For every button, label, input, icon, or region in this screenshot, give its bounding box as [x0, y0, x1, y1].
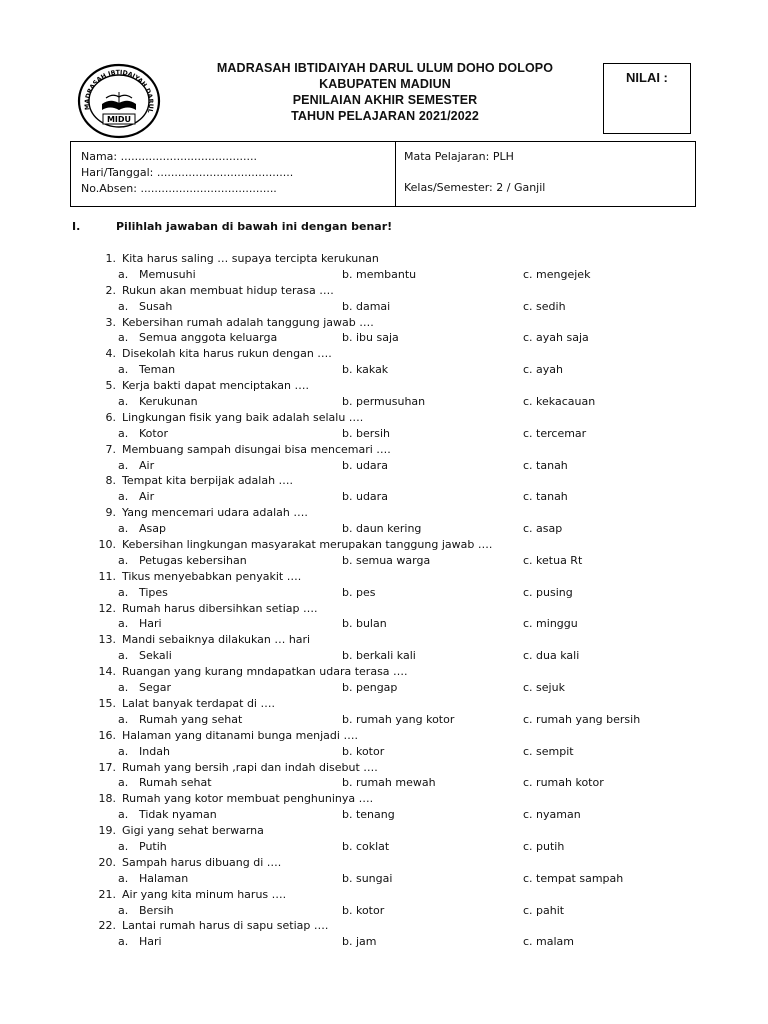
question-text: Sampah harus dibuang di ….	[122, 855, 282, 869]
question-number: 20.	[98, 855, 116, 869]
question-item	[86, 728, 706, 744]
question-text: Kita harus saling … supaya tercipta kerukunan	[122, 252, 379, 265]
question-text: Rumah yang bersih ,rapi dan indah disebut ….	[122, 760, 378, 774]
school-name: MADRASAH IBTIDAIYAH DARUL ULUM DOHO DOLOPO	[216, 61, 554, 75]
question-text: Lingkungan fisik yang baik adalah selalu ….	[122, 410, 364, 424]
option-c[interactable]: c. ayah saja	[523, 331, 589, 345]
answer-options	[86, 903, 706, 919]
option-b[interactable]: b. pes	[342, 585, 376, 599]
option-c[interactable]: c. tercemar	[523, 426, 587, 440]
option-a[interactable]: Hari	[139, 617, 162, 631]
question-text: Mandi sebaiknya dilakukan … hari	[122, 633, 311, 647]
question-number: 17.	[98, 760, 116, 774]
option-a[interactable]: Indah	[139, 744, 170, 758]
question-item	[86, 505, 706, 521]
question-number: 12.	[98, 601, 116, 615]
option-a[interactable]: Tidak nyaman	[139, 808, 217, 822]
answer-options	[86, 871, 706, 887]
question-text: Air yang kita minum harus ….	[122, 887, 287, 901]
option-a-letter: a.	[118, 839, 129, 853]
question-item	[86, 823, 706, 839]
answer-options	[86, 934, 706, 950]
question-text: Rumah harus dibersihkan setiap ….	[122, 601, 318, 615]
option-b[interactable]: b. berkali kali	[342, 649, 416, 663]
date-field[interactable]: Hari/Tanggal: .......................................	[81, 166, 294, 179]
question-text: Ruangan yang kurang mndapatkan udara terasa ….	[122, 665, 408, 679]
answer-options	[86, 712, 706, 728]
question-list	[86, 251, 706, 950]
option-b[interactable]: b. damai	[342, 299, 391, 313]
option-c[interactable]: c. rumah yang bersih	[523, 712, 641, 726]
option-b[interactable]: b. bersih	[342, 426, 391, 440]
question-text: Membuang sampah disungai bisa mencemari ….	[122, 442, 391, 456]
option-a-letter: a.	[118, 267, 129, 281]
question-item	[86, 760, 706, 776]
answer-options	[86, 680, 706, 696]
question-item	[86, 887, 706, 903]
question-number: 15.	[98, 696, 116, 710]
question-text: Kebersihan rumah adalah tanggung jawab ….	[122, 315, 374, 329]
question-number: 14.	[98, 665, 116, 679]
question-item	[86, 346, 706, 362]
option-a[interactable]: Hari	[139, 935, 162, 949]
option-a[interactable]: Teman	[139, 363, 176, 377]
option-c[interactable]: c. ketua Rt	[523, 553, 583, 567]
subject-info	[396, 142, 695, 206]
option-c[interactable]: c. putih	[523, 839, 565, 853]
option-c[interactable]: c. mengejek	[523, 267, 591, 281]
class-semester-label: Kelas/Semester: 2 / Ganjil	[404, 181, 546, 194]
answer-options	[86, 458, 706, 474]
option-c[interactable]: c. pahit	[523, 903, 565, 917]
answer-options	[86, 394, 706, 410]
option-b[interactable]: b. coklat	[342, 839, 390, 853]
question-item	[86, 378, 706, 394]
question-item	[86, 918, 706, 934]
answer-options	[86, 521, 706, 537]
option-a[interactable]: Asap	[139, 522, 166, 536]
question-number: 3.	[105, 315, 116, 329]
option-a[interactable]: Memusuhi	[139, 267, 196, 281]
name-field[interactable]: Nama: .......................................	[81, 150, 257, 163]
exam-title: PENILAIAN AKHIR SEMESTER	[292, 93, 478, 107]
question-number: 2.	[105, 283, 116, 297]
absence-number-field[interactable]: No.Absen: .......................................	[81, 182, 277, 195]
option-a-letter: a.	[118, 426, 129, 440]
option-a-letter: a.	[118, 903, 129, 917]
option-b[interactable]: b. udara	[342, 490, 388, 504]
academic-year: TAHUN PELAJARAN 2021/2022	[291, 109, 479, 123]
question-text: Tikus menyebabkan penyakit ….	[122, 569, 302, 583]
question-item	[86, 791, 706, 807]
option-a-letter: a.	[118, 808, 129, 822]
answer-options	[86, 299, 706, 315]
question-text: Gigi yang sehat berwarna	[122, 824, 264, 838]
option-b[interactable]: b. udara	[342, 458, 388, 472]
question-item	[86, 473, 706, 489]
option-c[interactable]: c. malam	[523, 935, 575, 949]
option-b[interactable]: b. daun kering	[342, 522, 422, 536]
option-c[interactable]: c. tempat sampah	[523, 871, 624, 885]
option-b[interactable]: b. jam	[342, 935, 377, 949]
option-a-letter: a.	[118, 331, 129, 345]
question-number: 7.	[105, 442, 116, 456]
option-a[interactable]: Segar	[139, 681, 171, 695]
question-item	[86, 315, 706, 331]
answer-options	[86, 426, 706, 442]
option-a-letter: a.	[118, 712, 129, 726]
option-a[interactable]: Rumah yang sehat	[139, 712, 243, 726]
subject-label: Mata Pelajaran: PLH	[404, 150, 514, 163]
student-info-box	[70, 141, 696, 207]
answer-options	[86, 807, 706, 823]
question-text: Lalat banyak terdapat di ….	[122, 696, 275, 710]
answer-options	[86, 775, 706, 791]
answer-options	[86, 648, 706, 664]
option-c[interactable]: c. nyaman	[523, 808, 581, 822]
question-item	[86, 696, 706, 712]
question-text: Yang mencemari udara adalah ….	[122, 506, 308, 520]
option-a-letter: a.	[118, 363, 129, 377]
option-a-letter: a.	[118, 522, 129, 536]
section-heading	[72, 220, 392, 233]
question-number: 4.	[105, 347, 116, 361]
question-text: Lantai rumah harus di sapu setiap ….	[122, 919, 329, 933]
option-b[interactable]: b. bulan	[342, 617, 387, 631]
question-item	[86, 251, 706, 267]
answer-options	[86, 839, 706, 855]
option-b[interactable]: b. kotor	[342, 744, 385, 758]
answer-options	[86, 330, 706, 346]
option-a-letter: a.	[118, 871, 129, 885]
option-b[interactable]: b. tenang	[342, 808, 395, 822]
option-a-letter: a.	[118, 776, 129, 790]
option-a-letter: a.	[118, 681, 129, 695]
logo-name: MIDU	[106, 115, 132, 124]
option-a-letter: a.	[118, 649, 129, 663]
option-a[interactable]: Kotor	[139, 426, 168, 440]
option-a[interactable]: Putih	[139, 839, 167, 853]
question-item	[86, 569, 706, 585]
question-item	[86, 283, 706, 299]
option-a[interactable]: Petugas kebersihan	[139, 553, 247, 567]
option-c[interactable]: c. minggu	[523, 617, 578, 631]
option-b[interactable]: b. ibu saja	[342, 331, 399, 345]
question-number: 5.	[105, 379, 116, 393]
option-a-letter: a.	[118, 935, 129, 949]
option-c[interactable]: c. kekacauan	[523, 395, 596, 409]
question-text: Rumah yang kotor membuat penghuninya ….	[122, 792, 374, 806]
option-b[interactable]: b. permusuhan	[342, 395, 426, 409]
option-c[interactable]: c. sempit	[523, 744, 574, 758]
question-number: 6.	[105, 410, 116, 424]
answer-options	[86, 489, 706, 505]
score-box[interactable]	[603, 63, 691, 134]
section-instruction: Pilihlah jawaban di bawah ini dengan benar!	[116, 220, 393, 233]
question-number: 11.	[98, 569, 116, 583]
option-a[interactable]: Rumah sehat	[139, 776, 212, 790]
answer-options	[86, 362, 706, 378]
option-a[interactable]: Air	[139, 458, 155, 472]
option-c[interactable]: c. asap	[523, 522, 563, 536]
answer-options	[86, 553, 706, 569]
question-text: Halaman yang ditanami bunga menjadi ….	[122, 728, 358, 742]
question-number: 1.	[105, 252, 116, 265]
option-a[interactable]: Susah	[139, 299, 173, 313]
section-number: I.	[72, 220, 81, 233]
logo-ring-text: MADRASAH IBTIDAIYAH DARUL	[83, 69, 155, 114]
question-number: 21.	[98, 887, 116, 901]
answer-options	[86, 744, 706, 760]
score-label: NILAI :	[626, 70, 668, 85]
question-number: 13.	[98, 633, 116, 647]
option-b[interactable]: b. kotor	[342, 903, 385, 917]
question-number: 18.	[98, 792, 116, 806]
question-text: Kerja bakti dapat menciptakan ….	[122, 379, 309, 393]
option-a[interactable]: Halaman	[139, 871, 189, 885]
question-number: 8.	[105, 474, 116, 488]
question-item	[86, 601, 706, 617]
option-c[interactable]: c. sedih	[523, 299, 566, 313]
question-number: 10.	[98, 538, 116, 552]
option-b[interactable]: b. rumah yang kotor	[342, 712, 455, 726]
option-b[interactable]: b. membantu	[342, 267, 417, 281]
regency-name: KABUPATEN MADIUN	[319, 77, 451, 91]
question-text: Tempat kita berpijak adalah ….	[122, 474, 294, 488]
question-item	[86, 632, 706, 648]
question-text: Disekolah kita harus rukun dengan ….	[122, 347, 332, 361]
option-a[interactable]: Bersih	[139, 903, 174, 917]
answer-options	[86, 267, 706, 283]
question-text: Kebersihan lingkungan masyarakat merupakan tanggung jawab ….	[122, 538, 493, 552]
option-b[interactable]: b. pengap	[342, 681, 398, 695]
option-a-letter: a.	[118, 299, 129, 313]
question-number: 22.	[98, 919, 116, 933]
option-c[interactable]: c. ayah	[523, 363, 564, 377]
option-a-letter: a.	[118, 395, 129, 409]
question-item	[86, 537, 706, 553]
option-a[interactable]: Semua anggota keluarga	[139, 331, 278, 345]
option-a-letter: a.	[118, 553, 129, 567]
option-a-letter: a.	[118, 458, 129, 472]
option-b[interactable]: b. semua warga	[342, 553, 431, 567]
answer-options	[86, 585, 706, 601]
option-b[interactable]: b. rumah mewah	[342, 776, 436, 790]
option-a-letter: a.	[118, 617, 129, 631]
option-b[interactable]: b. sungai	[342, 871, 393, 885]
option-a-letter: a.	[118, 585, 129, 599]
option-a[interactable]: Tipes	[139, 585, 168, 599]
question-item	[86, 410, 706, 426]
option-a[interactable]: Air	[139, 490, 155, 504]
option-a-letter: a.	[118, 744, 129, 758]
exam-header	[170, 60, 600, 124]
question-text: Rukun akan membuat hidup terasa ….	[122, 283, 334, 297]
question-number: 9.	[105, 506, 116, 520]
answer-options	[86, 616, 706, 632]
question-item	[86, 442, 706, 458]
question-number: 16.	[98, 728, 116, 742]
option-c[interactable]: c. tanah	[523, 490, 568, 504]
option-c[interactable]: c. sejuk	[523, 681, 565, 695]
student-identity	[71, 142, 396, 206]
option-a-letter: a.	[118, 490, 129, 504]
option-c[interactable]: c. tanah	[523, 458, 568, 472]
option-c[interactable]: c. pusing	[523, 585, 573, 599]
option-c[interactable]: c. rumah kotor	[523, 776, 604, 790]
option-c[interactable]: c. dua kali	[523, 649, 580, 663]
option-a[interactable]: Sekali	[139, 649, 172, 663]
question-number: 19.	[98, 824, 116, 838]
question-item	[86, 855, 706, 871]
question-item	[86, 664, 706, 680]
option-b[interactable]: b. kakak	[342, 363, 389, 377]
school-logo	[76, 62, 162, 140]
option-a[interactable]: Kerukunan	[139, 395, 198, 409]
